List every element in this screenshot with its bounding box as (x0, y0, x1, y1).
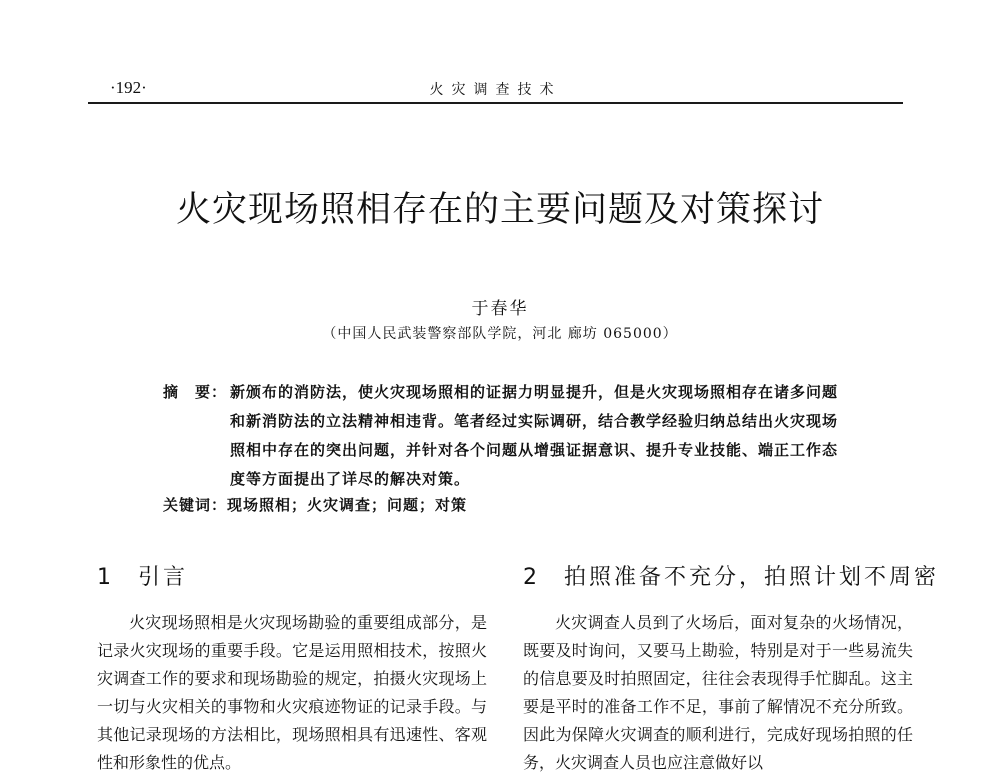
keywords (163, 494, 843, 515)
keywords-label: 关键词： (163, 496, 228, 514)
section-body: 火灾现场照相是火灾现场勘验的重要组成部分，是记录火灾现场的重要手段。它是运用照相技术，按照火灾调查工作的要求和现场勘验的规定，拍摄火灾现场上一切与火灾相关的事物和火灾痕迹物证的记录手段。与其他记录现场的方法相比，现场照相具有迅速性、客观性和形象性的优点。 (97, 613, 487, 772)
section-preparation (523, 560, 940, 777)
section-number: 2 (523, 565, 540, 590)
section-title: 拍照准备不充分，拍照计划不周密 (564, 565, 940, 590)
journal-name: 火灾调查技术 (429, 82, 562, 98)
page-number: ·192· (110, 78, 147, 97)
abstract-label: 摘 要： (163, 383, 228, 401)
section-number: 1 (97, 565, 114, 590)
section-heading (97, 560, 487, 591)
author-name: 于春华 (471, 299, 529, 319)
article-title: 火灾现场照相存在的主要问题及对策探讨 (175, 190, 824, 230)
keywords-text: 现场照相；火灾调查；问题；对策 (227, 496, 468, 514)
section-introduction (97, 560, 487, 777)
section-title: 引言 (138, 565, 189, 590)
abstract (163, 378, 843, 494)
running-header (88, 76, 903, 104)
section-heading (523, 560, 940, 591)
author-affiliation: （中国人民武装警察部队学院，河北 廊坊 065000） (322, 326, 678, 342)
section-body: 火灾调查人员到了火场后，面对复杂的火场情况，既要及时询问，又要马上勘验，特别是对于一些易流失的信息要及时拍照固定，往往会表现得手忙脚乱。这主要是平时的准备工作不足，事前了解情况不充分所致。因此为保障火灾调查的顺利进行，完成好现场拍照的任务，火灾调查人员也应注意做好以 (523, 613, 913, 772)
abstract-text: 新颁布的消防法，使火灾现场照相的证据力明显提升，但是火灾现场照相存在诸多问题和新消防法的立法精神相违背。笔者经过实际调研，结合教学经验归纳总结出火灾现场照相中存在的突出问题，并针对各个问题从增强证据意识、提升专业技能、端正工作态度等方面提出了详尽的解决对策。 (230, 383, 839, 488)
